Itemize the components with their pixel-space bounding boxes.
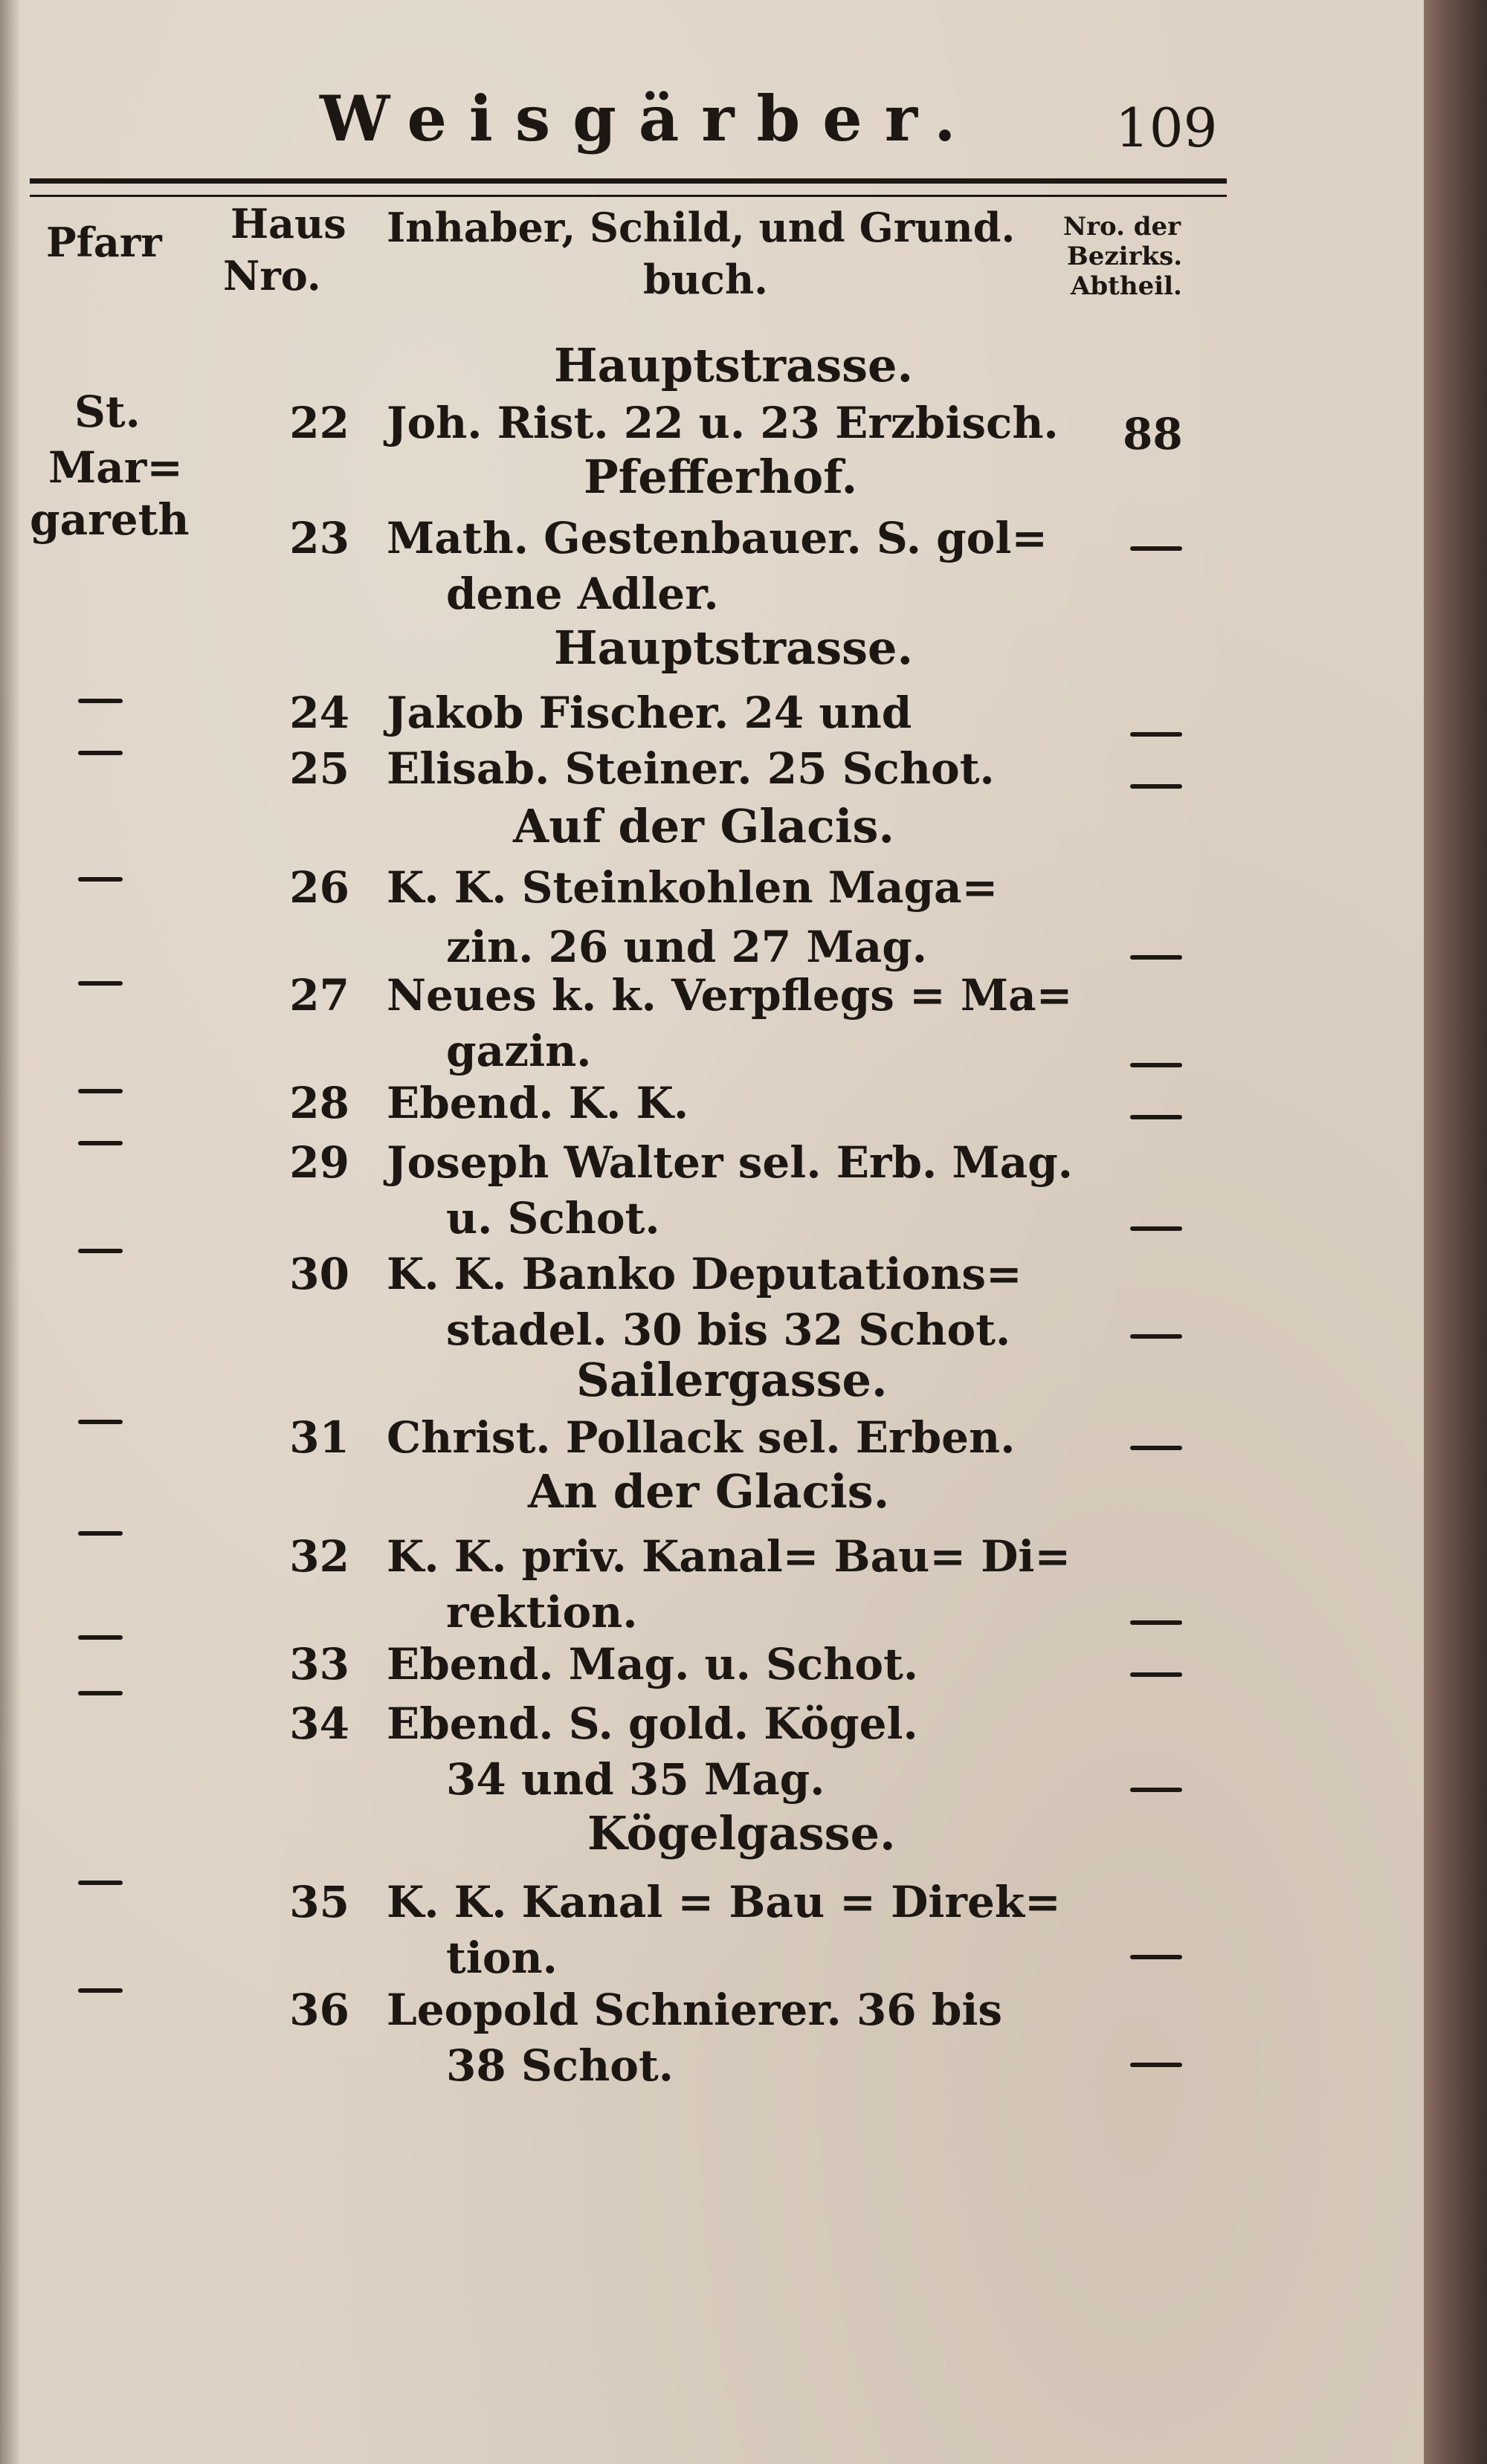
house-number: 35 (289, 1877, 349, 1927)
ditto-mark (1130, 1955, 1182, 1959)
header-rule-top (30, 178, 1227, 184)
owner-entry: Leopold Schnierer. 36 bis (387, 1985, 1003, 2035)
parish-line-2: Mar= (48, 442, 183, 493)
house-number: 24 (289, 688, 349, 738)
owner-entry: Joh. Rist. 22 u. 23 Erzbisch. (387, 398, 1059, 448)
owner-entry: K. K. Banko Deputations= (387, 1249, 1022, 1299)
house-number: 32 (289, 1531, 349, 1582)
ditto-mark (78, 1691, 123, 1695)
house-number: 23 (289, 513, 349, 563)
house-number: 36 (289, 1985, 349, 2035)
owner-entry-continued: stadel. 30 bis 32 Schot. (446, 1304, 1011, 1355)
owner-entry-continued: zin. 26 und 27 Mag. (446, 922, 927, 972)
ditto-mark (1130, 1063, 1182, 1067)
header-rule-columns (30, 195, 1227, 197)
ditto-mark (78, 1141, 123, 1145)
ditto-mark (1130, 1334, 1182, 1339)
parish-line-1: St. (74, 387, 141, 437)
owner-entry-continued: 34 und 35 Mag. (446, 1754, 825, 1805)
ditto-mark (78, 1988, 123, 1993)
ditto-mark (78, 1420, 123, 1424)
house-number: 27 (289, 970, 349, 1021)
owner-entry: K. K. Steinkohlen Maga= (387, 862, 999, 913)
ditto-mark (78, 1531, 123, 1536)
owner-entry: Joseph Walter sel. Erb. Mag. (387, 1137, 1073, 1188)
owner-entry-continued: dene Adler. (446, 569, 719, 619)
street-heading: Pfefferhof. (584, 450, 858, 504)
owner-entry: Elisab. Steiner. 25 Schot. (387, 743, 995, 794)
column-header-pfarr: Pfarr (46, 219, 162, 266)
owner-entry-continued: tion. (446, 1933, 558, 1983)
ditto-mark (1130, 2063, 1182, 2067)
house-number: 30 (289, 1249, 349, 1299)
district-number: 88 (1123, 409, 1183, 459)
owner-entry: Ebend. S. gold. Kögel. (387, 1698, 918, 1749)
running-title: Weisgärber. (320, 82, 978, 155)
page-edge-shadow (0, 0, 21, 2464)
column-header-haus: Haus (230, 200, 346, 248)
house-number: 31 (289, 1412, 349, 1463)
owner-entry: Math. Gestenbauer. S. gol= (387, 513, 1048, 563)
house-number: 26 (289, 862, 349, 913)
ditto-mark (1130, 784, 1182, 789)
owner-entry: Ebend. Mag. u. Schot. (387, 1639, 919, 1689)
ditto-mark (78, 1089, 123, 1093)
ditto-mark (78, 981, 123, 986)
ditto-mark (78, 877, 123, 882)
column-header-inhaber: Inhaber, Schild, und Grund. (387, 204, 1016, 251)
street-heading: Hauptstrasse. (554, 338, 914, 392)
street-heading: Kögelgasse. (587, 1806, 896, 1860)
ditto-mark (1130, 1620, 1182, 1625)
ditto-mark (1130, 1446, 1182, 1450)
house-number: 34 (289, 1698, 349, 1749)
owner-entry: Jakob Fischer. 24 und (387, 688, 912, 738)
street-heading: Auf der Glacis. (513, 799, 894, 853)
ditto-mark (78, 1635, 123, 1640)
page-number: 109 (1115, 97, 1218, 159)
house-number: 33 (289, 1639, 349, 1689)
ditto-mark (1130, 546, 1182, 551)
ditto-mark (78, 1881, 123, 1885)
street-heading: Sailergasse. (576, 1353, 888, 1407)
column-header-bezirk-1: Nro. der (1063, 212, 1181, 242)
column-header-nro: Nro. (223, 252, 321, 300)
owner-entry-continued: rektion. (446, 1587, 638, 1637)
house-number: 28 (289, 1078, 349, 1128)
owner-entry: Christ. Pollack sel. Erben. (387, 1412, 1016, 1463)
owner-entry-continued: gazin. (446, 1026, 592, 1076)
parish-line-3: gareth (30, 494, 190, 545)
owner-entry-continued: u. Schot. (446, 1193, 660, 1244)
ditto-mark (1130, 732, 1182, 737)
owner-entry: Ebend. K. K. (387, 1078, 689, 1128)
ditto-mark (78, 751, 123, 755)
book-gutter (1424, 0, 1487, 2464)
street-heading: An der Glacis. (528, 1464, 890, 1519)
house-number: 25 (289, 743, 349, 794)
ditto-mark (1130, 1672, 1182, 1677)
ditto-mark (78, 699, 123, 703)
street-heading: Hauptstrasse. (554, 621, 914, 675)
house-number: 29 (289, 1137, 349, 1188)
column-header-grundbuch: buch. (643, 256, 768, 303)
column-header-bezirk-2: Bezirks. (1067, 242, 1183, 271)
owner-entry-continued: 38 Schot. (446, 2040, 674, 2091)
house-number: 22 (289, 398, 349, 448)
ditto-mark (1130, 1788, 1182, 1792)
ditto-mark (1130, 955, 1182, 960)
column-header-bezirk-3: Abtheil. (1071, 271, 1182, 301)
ditto-mark (1130, 1226, 1182, 1231)
owner-entry: K. K. priv. Kanal= Bau= Di= (387, 1531, 1071, 1582)
ditto-mark (78, 1249, 123, 1253)
owner-entry: K. K. Kanal = Bau = Direk= (387, 1877, 1061, 1927)
owner-entry: Neues k. k. Verpflegs = Ma= (387, 970, 1073, 1021)
ditto-mark (1130, 1115, 1182, 1119)
